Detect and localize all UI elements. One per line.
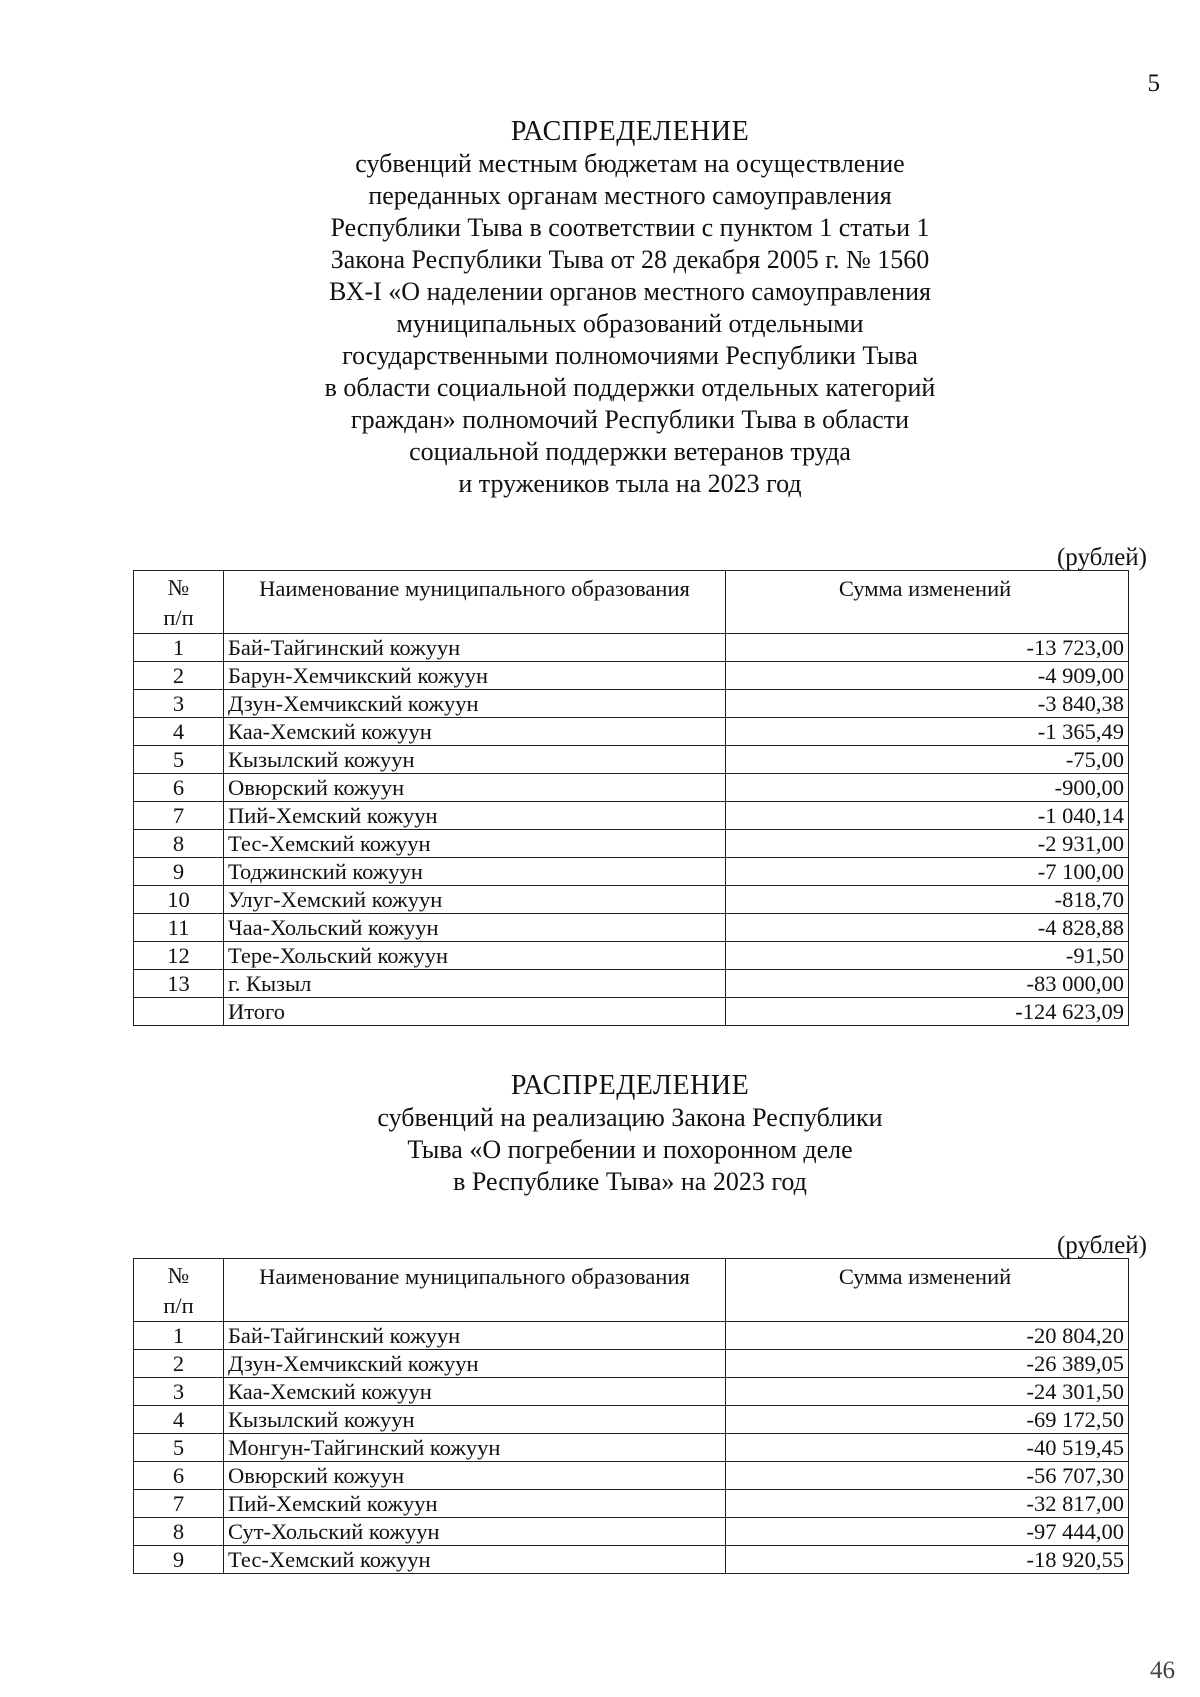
row-number: 6 <box>134 774 224 802</box>
row-municipality: Кызылский кожуун <box>224 1406 726 1434</box>
row-municipality: Кызылский кожуун <box>224 746 726 774</box>
table-row <box>134 1490 1129 1518</box>
row-number: 1 <box>134 1322 224 1350</box>
row-municipality: Каа-Хемский кожуун <box>224 718 726 746</box>
row-municipality: Тере-Хольский кожуун <box>224 942 726 970</box>
column-header-name: Наименование муниципального образования <box>224 571 726 634</box>
table-row <box>134 662 1129 690</box>
section1-title <box>0 116 1200 500</box>
row-municipality: Тес-Хемский кожуун <box>224 830 726 858</box>
row-amount: -91,50 <box>726 942 1129 970</box>
table-row <box>134 830 1129 858</box>
row-number: 3 <box>134 1378 224 1406</box>
row-amount: -1 365,49 <box>726 718 1129 746</box>
column-header-num-line2: п/п <box>163 1293 194 1318</box>
section1-subtitle-line: субвенций местным бюджетам на осуществление <box>355 149 905 178</box>
table-total-row <box>134 998 1129 1026</box>
section1-table <box>133 570 1129 1026</box>
row-amount: -4 828,88 <box>726 914 1129 942</box>
row-number: 13 <box>134 970 224 998</box>
row-number: 4 <box>134 718 224 746</box>
row-number: 10 <box>134 886 224 914</box>
section2-heading: РАСПРЕДЕЛЕНИЕ <box>510 1070 750 1101</box>
row-number: 5 <box>134 1434 224 1462</box>
row-amount: -26 389,05 <box>726 1350 1129 1378</box>
row-municipality: Тоджинский кожуун <box>224 858 726 886</box>
row-number: 2 <box>134 1350 224 1378</box>
table-row <box>134 1518 1129 1546</box>
table-row <box>134 1406 1129 1434</box>
section1-subtitle-line: Республики Тыва в соответствии с пунктом 1 статьи 1 <box>330 213 930 242</box>
section1-units: (рублей) <box>1056 544 1147 571</box>
row-amount: -32 817,00 <box>726 1490 1129 1518</box>
row-amount: -3 840,38 <box>726 690 1129 718</box>
row-amount: -1 040,14 <box>726 802 1129 830</box>
row-number: 8 <box>134 830 224 858</box>
row-number: 7 <box>134 1490 224 1518</box>
table-row <box>134 774 1129 802</box>
section2-subtitle-line: в Республике Тыва» на 2023 год <box>453 1167 807 1196</box>
table-row <box>134 858 1129 886</box>
section2-subtitle-line: субвенций на реализацию Закона Республики <box>377 1103 883 1132</box>
table-row <box>134 718 1129 746</box>
row-amount: -69 172,50 <box>726 1406 1129 1434</box>
section1-subtitle-line: переданных органам местного самоуправления <box>368 181 892 210</box>
section2-title <box>0 1070 1200 1198</box>
section1-subtitle-line: государственными полномочиями Республики Тыва <box>342 341 918 370</box>
row-number: 7 <box>134 802 224 830</box>
row-municipality: Овюрский кожуун <box>224 774 726 802</box>
table-row <box>134 1462 1129 1490</box>
row-amount: -97 444,00 <box>726 1518 1129 1546</box>
row-number: 3 <box>134 690 224 718</box>
row-municipality: Пий-Хемский кожуун <box>224 1490 726 1518</box>
section1-subtitle-line: социальной поддержки ветеранов труда <box>409 437 851 466</box>
row-number: 12 <box>134 942 224 970</box>
total-label: Итого <box>224 998 726 1026</box>
row-municipality: Бай-Тайгинский кожуун <box>224 634 726 662</box>
section1-heading: РАСПРЕДЕЛЕНИЕ <box>510 116 750 147</box>
column-header-sum: Сумма изменений <box>726 1259 1129 1322</box>
row-amount: -900,00 <box>726 774 1129 802</box>
row-number: 9 <box>134 858 224 886</box>
table-row <box>134 970 1129 998</box>
row-amount: -83 000,00 <box>726 970 1129 998</box>
table-header-row <box>134 1259 1129 1322</box>
row-amount: -56 707,30 <box>726 1462 1129 1490</box>
row-amount: -40 519,45 <box>726 1434 1129 1462</box>
column-header-num-line1: № <box>167 575 190 600</box>
row-amount: -18 920,55 <box>726 1546 1129 1574</box>
row-municipality: Улуг-Хемский кожуун <box>224 886 726 914</box>
row-number: 8 <box>134 1518 224 1546</box>
column-header-sum: Сумма изменений <box>726 571 1129 634</box>
row-municipality: Монгун-Тайгинский кожуун <box>224 1434 726 1462</box>
row-number: 6 <box>134 1462 224 1490</box>
row-municipality: Дзун-Хемчикский кожуун <box>224 1350 726 1378</box>
column-header-num <box>134 571 224 634</box>
section2-subtitle-line: Тыва «О погребении и похоронном деле <box>407 1135 853 1164</box>
table-row <box>134 746 1129 774</box>
page-number: 5 <box>1147 70 1160 97</box>
section1-subtitle-line: граждан» полномочий Республики Тыва в области <box>350 405 910 434</box>
section1-subtitle-line: в области социальной поддержки отдельных категорий <box>324 373 936 402</box>
row-municipality: Овюрский кожуун <box>224 1462 726 1490</box>
row-municipality: Тес-Хемский кожуун <box>224 1546 726 1574</box>
row-number: 1 <box>134 634 224 662</box>
row-amount: -7 100,00 <box>726 858 1129 886</box>
row-municipality: г. Кызыл <box>224 970 726 998</box>
row-amount: -24 301,50 <box>726 1378 1129 1406</box>
table-row <box>134 1378 1129 1406</box>
row-municipality: Дзун-Хемчикский кожуун <box>224 690 726 718</box>
total-amount: -124 623,09 <box>726 998 1129 1026</box>
table-row <box>134 634 1129 662</box>
row-municipality: Каа-Хемский кожуун <box>224 1378 726 1406</box>
row-number: 11 <box>134 914 224 942</box>
table-row <box>134 942 1129 970</box>
table-header-row <box>134 571 1129 634</box>
table-row <box>134 1434 1129 1462</box>
section1-subtitle-line: муниципальных образований отдельными <box>396 309 864 338</box>
table-row <box>134 802 1129 830</box>
row-amount: -2 931,00 <box>726 830 1129 858</box>
section2-units: (рублей) <box>1056 1232 1147 1259</box>
row-number: 9 <box>134 1546 224 1574</box>
table-row <box>134 886 1129 914</box>
section1-subtitle-line: Закона Республики Тыва от 28 декабря 2005 г. № 1560 <box>330 245 930 274</box>
table-row <box>134 1546 1129 1574</box>
table-row <box>134 1350 1129 1378</box>
row-municipality: Барун-Хемчикский кожуун <box>224 662 726 690</box>
total-number <box>134 998 224 1026</box>
row-amount: -75,00 <box>726 746 1129 774</box>
row-amount: -13 723,00 <box>726 634 1129 662</box>
section1-subtitle-line: и тружеников тыла на 2023 год <box>458 469 802 498</box>
row-municipality: Сут-Хольский кожуун <box>224 1518 726 1546</box>
row-amount: -818,70 <box>726 886 1129 914</box>
column-header-num-line2: п/п <box>163 605 194 630</box>
row-number: 5 <box>134 746 224 774</box>
row-amount: -4 909,00 <box>726 662 1129 690</box>
table-row <box>134 914 1129 942</box>
row-number: 2 <box>134 662 224 690</box>
row-number: 4 <box>134 1406 224 1434</box>
column-header-num-line1: № <box>167 1263 190 1288</box>
column-header-name: Наименование муниципального образования <box>224 1259 726 1322</box>
row-municipality: Бай-Тайгинский кожуун <box>224 1322 726 1350</box>
row-amount: -20 804,20 <box>726 1322 1129 1350</box>
column-header-num <box>134 1259 224 1322</box>
table-row <box>134 1322 1129 1350</box>
page-corner-mark: 46 <box>1150 1657 1175 1684</box>
row-municipality: Пий-Хемский кожуун <box>224 802 726 830</box>
table-row <box>134 690 1129 718</box>
section2-table <box>133 1258 1129 1574</box>
section1-subtitle-line: ВХ-I «О наделении органов местного самоуправления <box>329 277 931 306</box>
row-municipality: Чаа-Хольский кожуун <box>224 914 726 942</box>
